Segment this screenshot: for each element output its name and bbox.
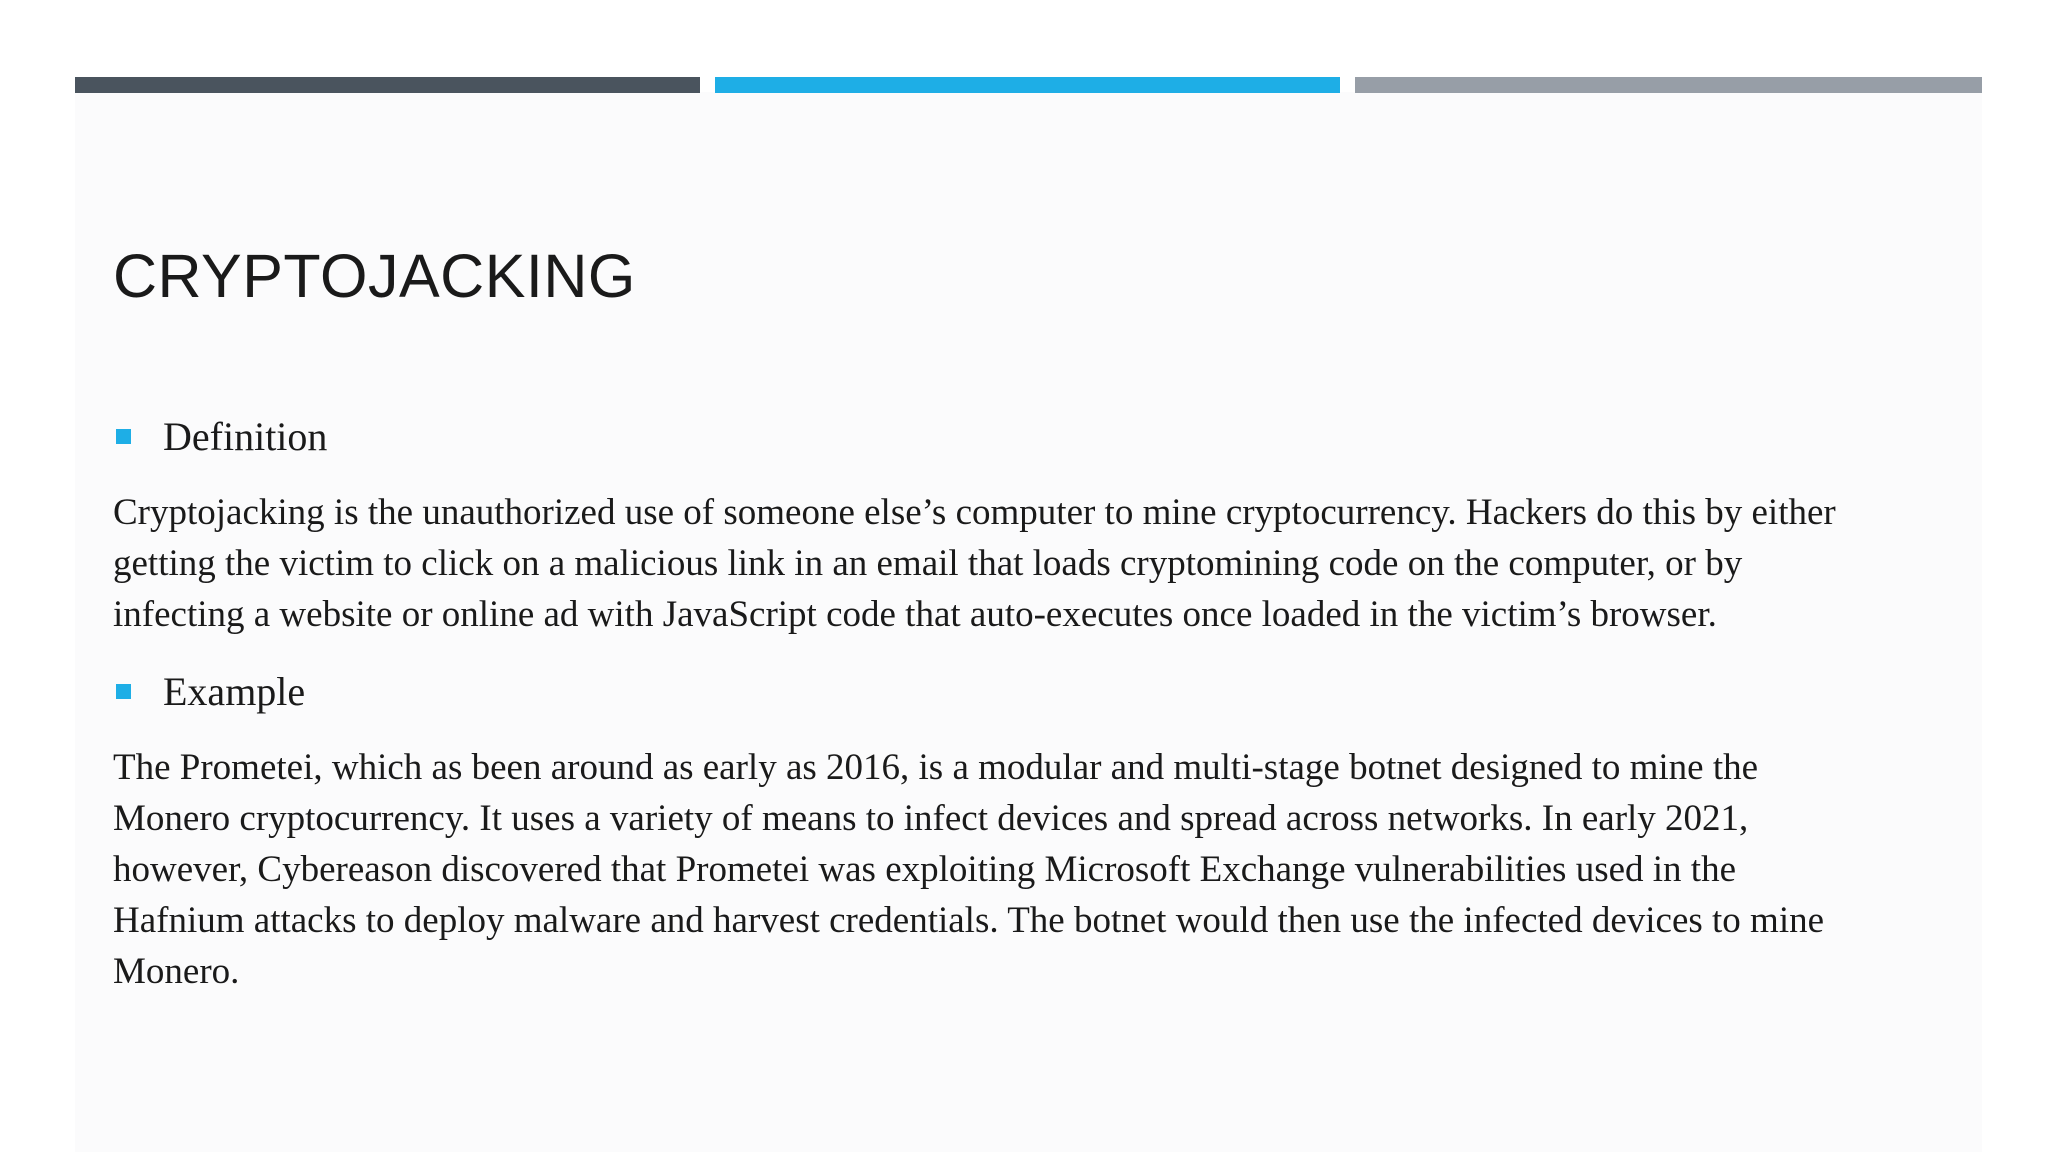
example-line: Hafnium attacks to deploy malware and harvest credentials. The botnet would then use the infected devices to mine: [113, 900, 1825, 941]
square-bullet-icon: [116, 429, 131, 444]
definition-line: Cryptojacking is the unauthorized use of someone else’s computer to mine cryptocurrency. Hackers do this by either: [113, 492, 1836, 533]
header-bar-dark: [75, 77, 700, 93]
slide-title: CRYPTOJACKING: [113, 242, 636, 310]
definition-heading: [113, 411, 327, 461]
header-bar-accent: [715, 77, 1340, 93]
example-line: however, Cybereason discovered that Prometei was exploiting Microsoft Exchange vulnerabilities used in the: [113, 849, 1736, 890]
example-paragraph: [113, 742, 1963, 997]
definition-line: getting the victim to click on a malicious link in an email that loads cryptomining code on the computer, or by: [113, 543, 1743, 584]
example-line: The Prometei, which as been around as early as 2016, is a modular and multi-stage botnet designed to mine the: [113, 747, 1759, 788]
example-line: Monero cryptocurrency. It uses a variety of means to infect devices and spread across networks. In early 2021,: [113, 798, 1749, 839]
example-heading: [113, 666, 305, 716]
example-line: Monero.: [113, 951, 240, 992]
header-bar-gray: [1355, 77, 1982, 93]
square-bullet-icon: [116, 684, 131, 699]
definition-paragraph: [113, 487, 1963, 640]
definition-line: infecting a website or online ad with JavaScript code that auto-executes once loaded in the victim’s browser.: [113, 594, 1717, 635]
definition-heading-label: Definition: [163, 413, 328, 459]
example-heading-label: Example: [163, 668, 306, 714]
